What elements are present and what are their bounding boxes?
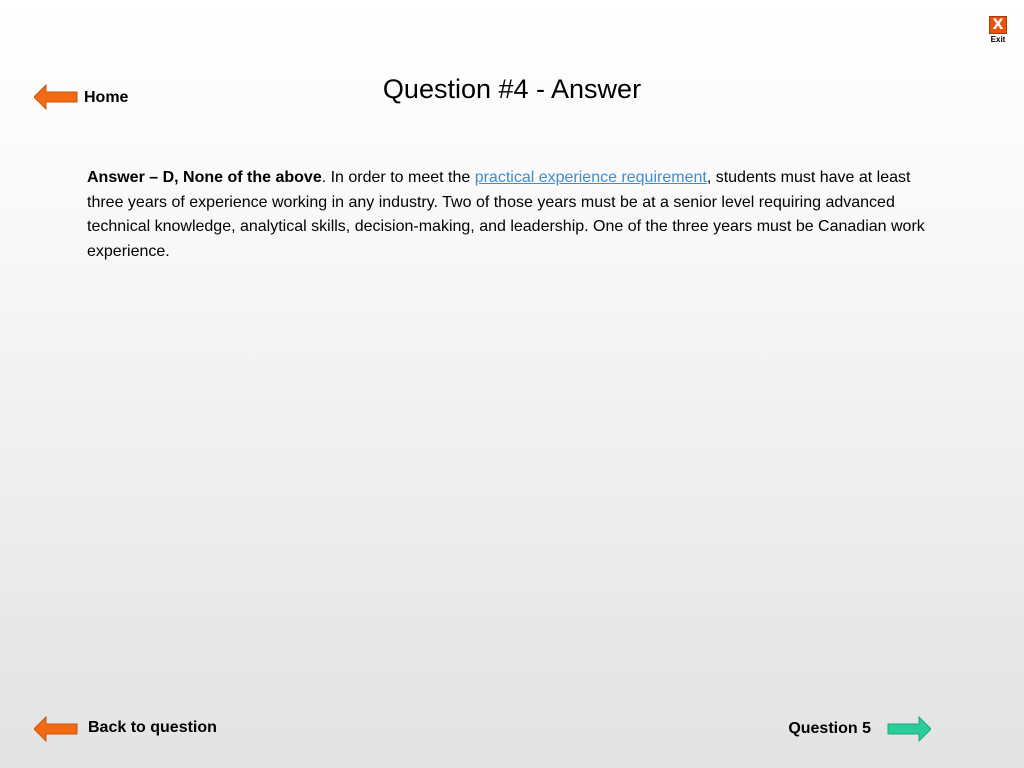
next-question-button[interactable]	[788, 716, 931, 742]
exit-label: Exit	[990, 35, 1006, 44]
exit-button[interactable]	[987, 16, 1009, 46]
home-label: Home	[84, 89, 129, 106]
back-to-question-label: Back to question	[88, 719, 217, 736]
answer-text-after-link: , students must have at least three years of experience working in any industry. Two of those years must be at a senior level requiring advanced technical knowledge, analytical skills, decision-making, and leadership. One of the three years must be Canadian work experience.	[87, 169, 925, 260]
arrow-left-icon	[34, 716, 78, 742]
back-to-question-button[interactable]	[34, 716, 217, 742]
answer-text	[87, 166, 937, 264]
close-icon[interactable]: X	[989, 16, 1007, 34]
arrow-right-icon	[887, 716, 931, 742]
page-title: Question #4 - Answer	[382, 74, 642, 104]
next-question-label: Question 5	[788, 720, 871, 737]
practical-experience-link[interactable]: practical experience requirement	[474, 169, 707, 186]
answer-text-before-link: . In order to meet the	[321, 169, 475, 186]
answer-lead: Answer – D, None of the above	[87, 169, 322, 186]
